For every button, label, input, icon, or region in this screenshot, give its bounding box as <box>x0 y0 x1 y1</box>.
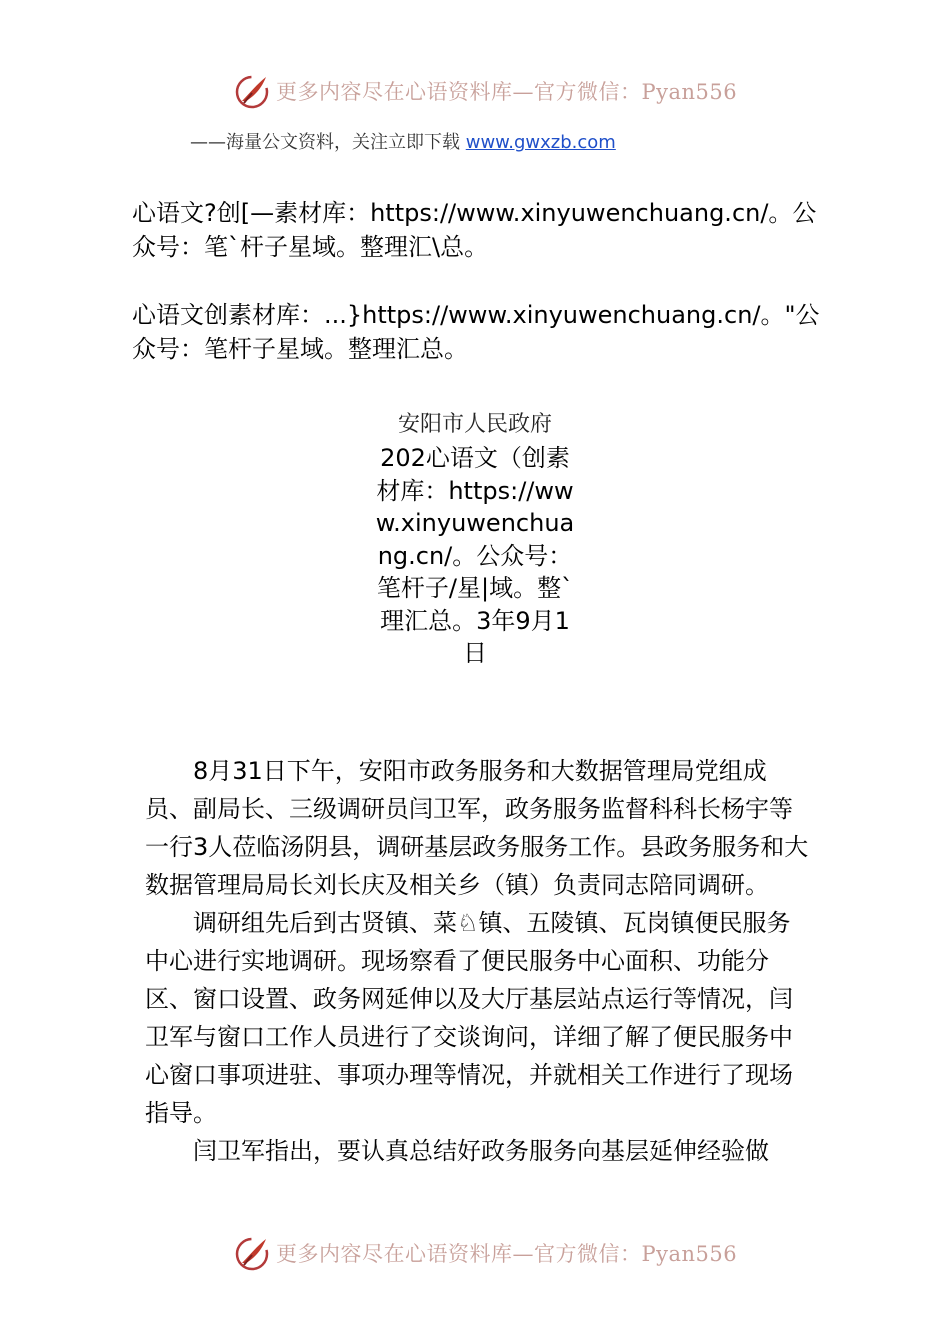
paragraph-3: 闫卫军指出，要认真总结好政务服务向基层延伸经验做 <box>193 1137 769 1165</box>
tagline-text: ——海量公文资料，关注立即下载 <box>190 132 466 153</box>
red-quill-logo-icon <box>232 1233 272 1273</box>
footer-banner <box>232 1228 737 1278</box>
header-banner <box>232 66 737 116</box>
document-body <box>145 752 811 1170</box>
download-link[interactable]: www.gwxzb.com <box>465 132 616 153</box>
document-header <box>370 408 580 670</box>
issuing-organization: 安阳市人民政府 <box>397 412 552 437</box>
red-quill-logo-icon <box>232 71 272 111</box>
paragraph-1: 8月31日下午，安阳市政务服务和大数据管理局党组成员、副局长、三级调研员闫卫军，政务服务监督科科长杨宇等一行3人莅临汤阴县，调研基层政务服务工作。县政务服务和大数据管理局局长刘长庆及相关乡（镇）负责同志陪同调研。 <box>145 757 809 899</box>
watermark-line-1: 心语文?创[—素材库：https://www.xinyuwenchuang.cn/。公众号：笔`杆子星域。整理汇\总。 <box>132 199 817 261</box>
paragraph-2: 调研组先后到古贤镇、菜♘镇、五陵镇、瓦岗镇便民服务中心进行实地调研。现场察看了便民服务中心面积、功能分区、窗口设置、政务网延伸以及大厅基层站点运行等情况，闫卫军与窗口工作人员进行了交谈询问，详细了解了便民服务中心窗口事项进驻、事项办理等情况，并就相关工作进行了现场指导。 <box>145 909 793 1127</box>
banner-text: 更多内容尽在心语资料库—官方微信：Pyan556 <box>276 80 738 104</box>
document-date: 202心语文（创素材库：https://www.xinyuwenchuang.cn/。公众号：笔杆子/星|域。整`理汇总。3年9月1日 <box>375 444 575 667</box>
banner-text: 更多内容尽在心语资料库—官方微信：Pyan556 <box>276 1242 738 1266</box>
watermark-line-2: 心语文创素材库：...}https://www.xinyuwenchuang.cn/。"公众号：笔杆子星域。整理汇总。 <box>132 301 820 363</box>
tagline <box>190 128 616 154</box>
